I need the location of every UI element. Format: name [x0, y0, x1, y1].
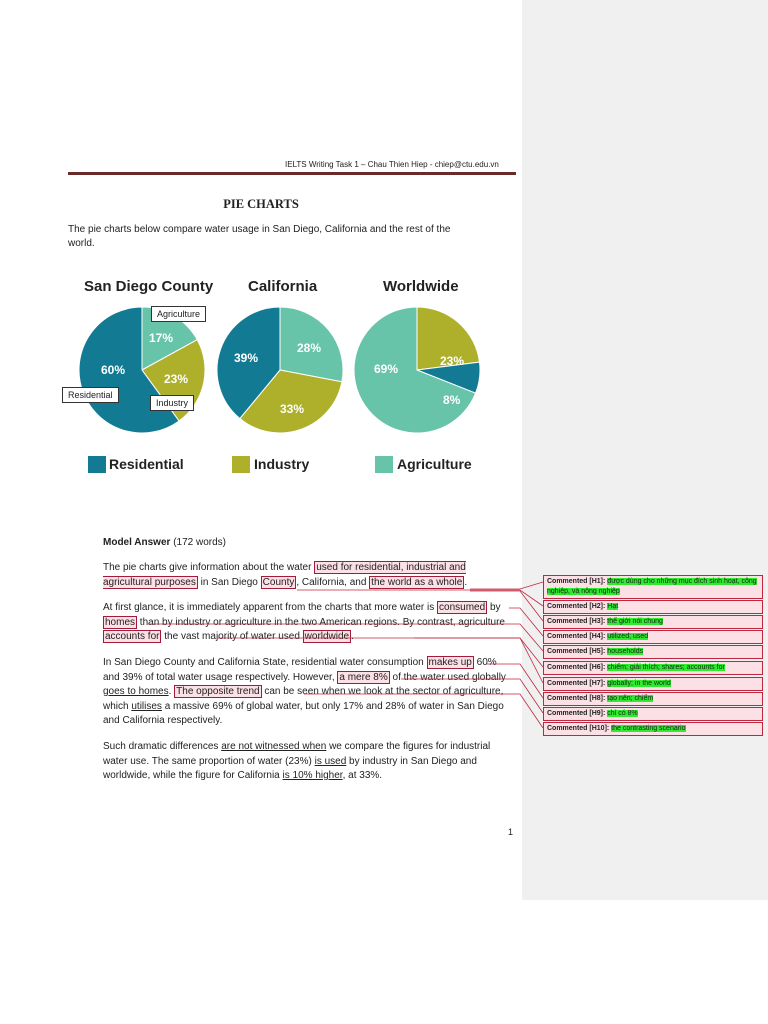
- callout-residential: Residential: [62, 387, 119, 403]
- callout-agriculture: Agriculture: [151, 306, 206, 322]
- comment-h1[interactable]: Commented [H1]: được dùng cho những mục đích sinh hoạt, công nghiệp, và nông nghiệp: [543, 575, 763, 599]
- comment-h6[interactable]: Commented [H6]: chiếm; giải thích; shares; accounts for: [543, 661, 763, 675]
- paragraph-3: In San Diego County and California State, residential water consumption makes up 60% and 39% of total water usage respectively. However, a mere 8% of the water used globally goes to homes. The opposite trend can be seen when we look at the sector of agriculture, which utilises a massive 69% of global water, but only 17% and 28% of water in San Diego and California respectively.: [103, 657, 506, 726]
- comment-anchor-h3[interactable]: the world as a whole: [371, 576, 463, 588]
- chart-title-california: California: [248, 278, 318, 295]
- paragraph-2: At first glance, it is immediately apparent from the charts that more water is consumed by homes than by industry or agriculture in the two American regions. By contrast, agriculture accounts for the vast majority of water used worldwide .: [103, 602, 505, 642]
- legend-label-agriculture: Agriculture: [397, 456, 472, 472]
- chart-title-worldwide: Worldwide: [383, 278, 459, 295]
- underlined-phrase: is 10% higher: [282, 770, 343, 781]
- label-ca-residential: 39%: [234, 351, 259, 365]
- comment-anchor-h4[interactable]: consumed: [439, 602, 486, 613]
- label-ww-residential: 8%: [443, 393, 461, 407]
- comment-anchor-h2[interactable]: County: [262, 576, 295, 588]
- label-sd-agriculture: 17%: [149, 331, 174, 345]
- comment-h5[interactable]: Commented [H5]: households: [543, 645, 763, 659]
- page-number: 1: [508, 827, 514, 837]
- label-ww-agriculture: 69%: [374, 362, 399, 376]
- underlined-phrase: goes to homes: [103, 686, 169, 697]
- comment-anchor-h7[interactable]: worldwide: [304, 631, 350, 642]
- comment-h8[interactable]: Commented [H8]: tạo nên; chiếm: [543, 692, 763, 706]
- comment-anchor-h8[interactable]: makes up: [428, 657, 472, 668]
- intro-paragraph: The pie charts below compare water usage in San Diego, California and the rest of the world.: [68, 224, 451, 249]
- comment-h4[interactable]: Commented [H4]: utilized; used: [543, 630, 763, 644]
- model-answer-heading: Model Answer (172 words): [103, 537, 226, 548]
- underlined-phrase: are not witnessed when: [221, 741, 327, 752]
- underlined-phrase: is used: [314, 755, 347, 767]
- page-header: IELTS Writing Task 1 – Chau Thien Hiep - chiep@ctu.edu.vn: [285, 160, 499, 169]
- callout-industry: Industry: [150, 395, 194, 411]
- comment-anchor-h6[interactable]: accounts for: [105, 631, 160, 642]
- comment-anchor-h5[interactable]: homes: [105, 616, 136, 628]
- comment-h3[interactable]: Commented [H3]: thế giới nói chung: [543, 615, 763, 629]
- label-ca-agriculture: 28%: [297, 341, 322, 355]
- label-sd-residential: 60%: [101, 363, 126, 377]
- comment-h7[interactable]: Commented [H7]: globally; in the world: [543, 677, 763, 691]
- comment-anchor-h9[interactable]: a mere 8%: [339, 671, 388, 683]
- comment-h9[interactable]: Commented [H9]: chỉ có 8%: [543, 707, 763, 721]
- comment-h2[interactable]: Commented [H2]: Hạt: [543, 600, 763, 614]
- legend-label-industry: Industry: [254, 456, 310, 472]
- comment-h10[interactable]: Commented [H10]: the contrasting scenario: [543, 722, 763, 736]
- chart-title-san-diego: San Diego County: [84, 278, 214, 295]
- underlined-word: utilises: [131, 700, 162, 712]
- page-title: PIE CHARTS: [223, 197, 299, 211]
- label-ca-industry: 33%: [280, 402, 305, 416]
- label-sd-industry: 23%: [164, 372, 189, 386]
- comment-anchor-h10[interactable]: The opposite trend: [176, 686, 260, 697]
- comment-anchor-h1[interactable]: used for residential, industrial and agricultural purposes: [103, 562, 466, 588]
- legend-label-residential: Residential: [109, 456, 184, 472]
- paragraph-4: Such dramatic differences are not witnessed when we compare the figures for industrial water use. The same proportion of water (23%) is used by industry in San Diego and worldwide, while the figure for California is 10% higher, at 33%.: [103, 741, 491, 781]
- label-ww-industry: 23%: [440, 354, 465, 368]
- paragraph-1: The pie charts give information about the water used for residential, industrial and agricultural purposes in San Diego County , California, and the world as a whole .: [103, 562, 468, 588]
